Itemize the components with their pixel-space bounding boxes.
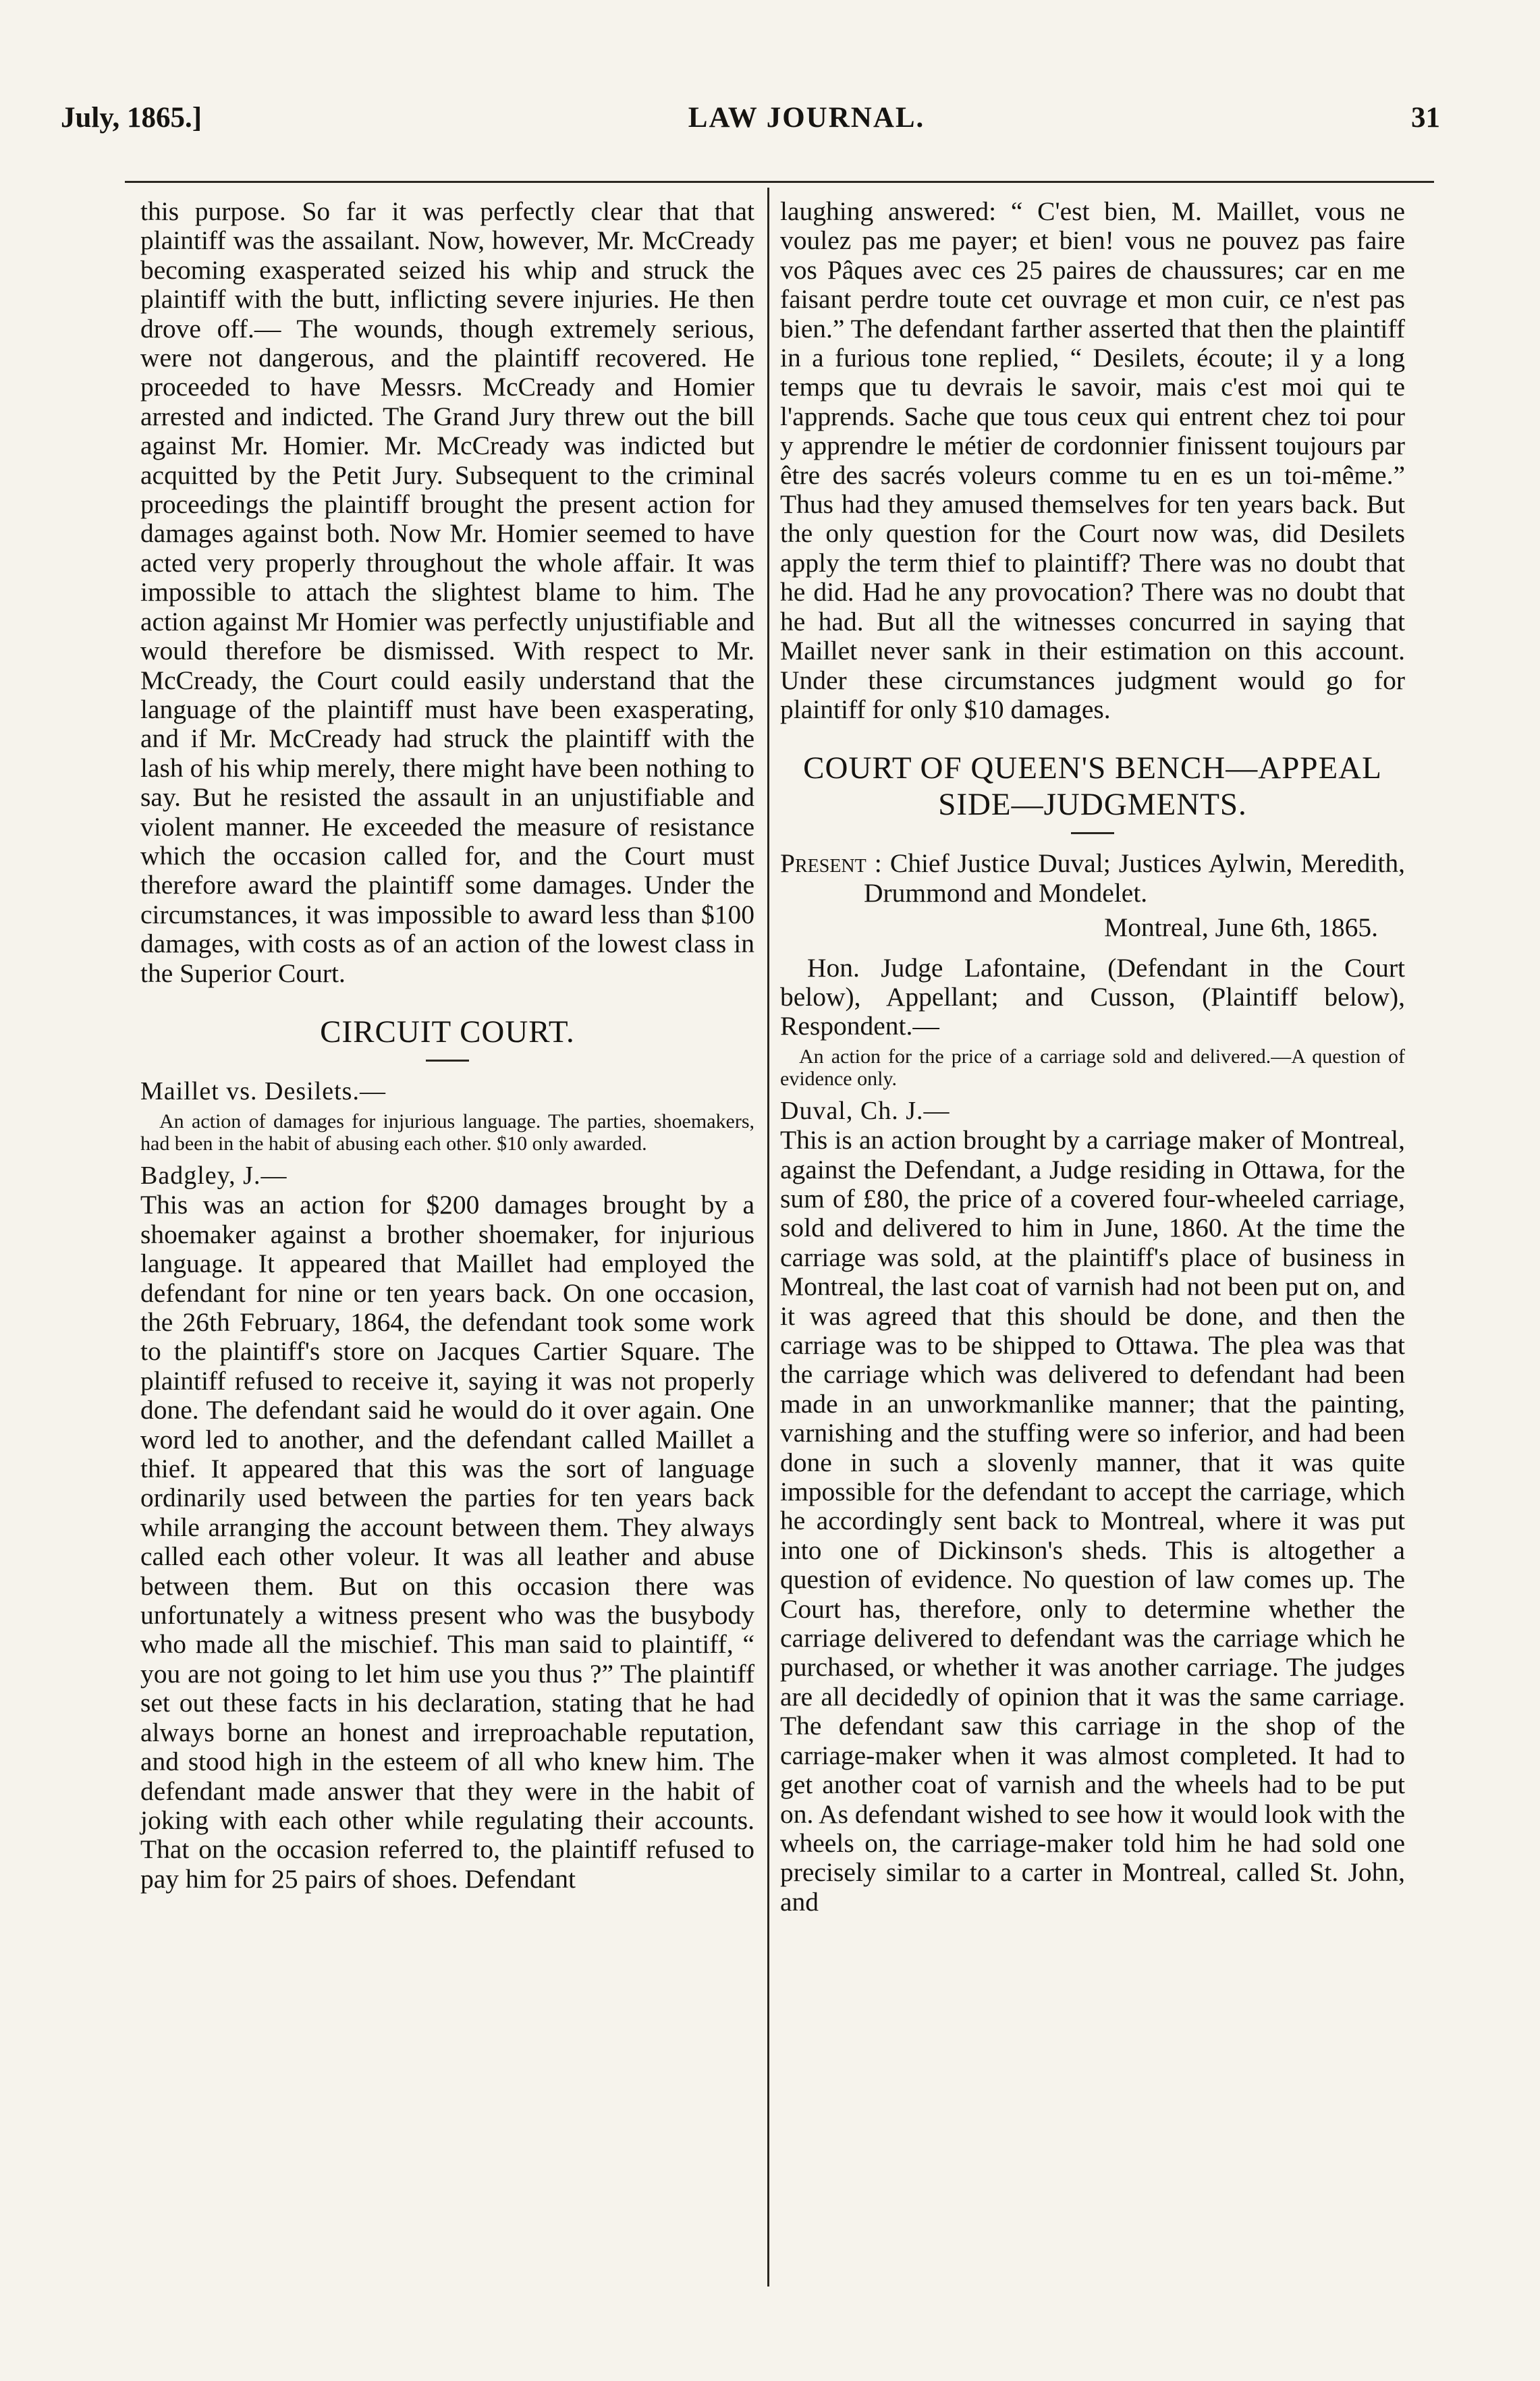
journal-title: LAW JOURNAL. [688, 102, 925, 134]
right-opening-paragraph: laughing answered: “ C'est bien, M. Maillet, vous ne voulez pas me payer; et bien! vous ne pouvez pas faire vos Pâques avec ces 25 paires de chaussures; car en me faisant perdre toute cet ouvrage et mon cuir, ce n'est pas bien.” The defendant farther asserted that then the plaintiff in a furious tone replied, “ Desilets, écoute; il y a long temps que tu devrais le savoir, mais c'est moi qui te l'apprends. Sache que tous ceux qui entrent chez toi pour y apprendre le métier de cordonnier finissent toujours par être des sacrés voleurs comme tu en es un toi-même.” Thus had they amused themselves for ten years back. But the only question for the Court now was, did Desilets apply the term thief to plaintiff? There was no doubt that he did. Had he any provocation? There was no doubt that he had. But all the witnesses concurred in saying that Maillet never sank in their estimation on this account. Under these circumstances judgment would go for plaintiff for only $10 damages. [780, 196, 1405, 724]
lafontaine-body: This is an action brought by a carriage maker of Montreal, against the Defendant, a Judge residing in Ottawa, for the sum of £80, the price of a covered four-wheeled carriage, sold and delivered to him in June, 1860. At the time the carriage was sold, at the plaintiff's place of business in Montreal, the last coat of varnish had not been put on, and it was agreed that this should be done, and then the carriage was to be shipped to Ottawa. The plea was that the carriage which was delivered to defendant had been made in an unworkmanlike manner; that the painting, varnishing and the stuffing were so inferior, and had been done in such a slovenly manner, that it was quite impossible for the defendant to accept the carriage, which he accordingly sent back to Montreal, where it was put into one of Dickinson's sheds. This is altogether a question of evidence. No question of law comes up. The Court has, therefore, only to determine whether the carriage delivered to defendant was the carriage which he purchased, or whether it was another carriage. The judges are all decidedly of opinion that it was the same carriage. The defendant saw this carriage in the shop of the carriage-maker when it was almost completed. It had to get another coat of varnish and the wheels had to be put on. As defendant wished to see how it would look with the wheels on, the carriage-maker told him he had sold one precisely similar to a carter in Montreal, called St. John, and [780, 1125, 1405, 1917]
present-line [780, 849, 1405, 908]
column-divider [767, 188, 769, 2287]
circuit-court-heading: CIRCUIT COURT. [320, 1014, 575, 1049]
page-number: 31 [1411, 102, 1440, 134]
page-header [61, 101, 1440, 148]
case-parties: Hon. Judge Lafontaine, (Defendant in the Court below), Appellant; and Cusson, (Plaintiff below), Respondent.— [780, 952, 1405, 1041]
left-column [140, 197, 754, 1894]
header-rule [125, 181, 1434, 183]
present-label: Present : [780, 848, 882, 879]
judge-duval: Duval, Ch. J.— [780, 1096, 950, 1125]
headnote-maillet: An action of damages for injurious language. The parties, shoemakers, had been in the habit of abusing each other. $10 only awarded. [140, 1110, 754, 1155]
dateline: Montreal, June 6th, 1865. [1104, 912, 1378, 943]
present-text: Chief Justice Duval; Justices Aylwin, Meredith, Drummond and Mondelet. [864, 848, 1405, 908]
heading-rule [1071, 832, 1114, 834]
maillet-body: This was an action for $200 damages brought by a shoemaker against a brother shoemaker, for injurious language. It appeared that Maillet had employed the defendant for nine or ten years back. On one occasion, the 26th February, 1864, the defendant took some work to the plaintiff's store on Jacques Cartier Square. The plaintiff refused to receive it, saying it was not properly done. The defendant said he would do it over again. One word led to another, and the defendant called Maillet a thief. It appeared that this was the sort of language ordinarily used between the parties for ten years back while arranging the account between them. They always called each other voleur. It was all leather and abuse between them. But on this occasion there was unfortunately a witness present who was the busybody who made all the mischief. This man said to plaintiff, “ you are not going to let him use you thus ?” The plaintiff set out these facts in his declaration, stating that he had always borne an honest and irreproachable reputation, and stood high in the esteem of all who knew him. The defendant made answer that they were in the habit of joking with each other while regulating their accounts. That on the occasion referred to, the plaintiff refused to pay him for 25 pairs of shoes. Defendant [140, 1190, 754, 1894]
header-date: July, 1865.] [61, 102, 202, 134]
heading-rule [426, 1060, 469, 1062]
right-column [780, 197, 1405, 1917]
headnote-lafontaine: An action for the price of a carriage sold and delivered.—A question of evidence only. [780, 1045, 1405, 1090]
case-title-maillet: Maillet vs. Desilets.— [140, 1076, 386, 1105]
judge-badgley: Badgley, J.— [140, 1161, 287, 1190]
left-opening-paragraph: this purpose. So far it was perfectly clear that that plaintiff was the assailant. Now, however, Mr. McCready becoming exasperated seized his whip and struck the plaintiff with the butt, inflicting severe injuries. He then drove off.— The wounds, though extremely serious, were not dangerous, and the plaintiff recovered. He proceeded to have Messrs. McCready and Homier arrested and indicted. The Grand Jury threw out the bill against Mr. Homier. Mr. McCready was indicted but acquitted by the Petit Jury. Subsequent to the criminal proceedings the plaintiff brought the present action for damages against both. Now Mr. Homier seemed to have acted very properly throughout the whole affair. It was impossible to attach the slightest blame to him. The action against Mr Homier was perfectly unjustifiable and would therefore be dismissed. With respect to Mr. McCready, the Court could easily understand that the language of the plaintiff must have been exasperating, and if Mr. McCready had struck the plaintiff with the lash of his whip merely, there might have been nothing to say. But he resisted the assault in an unjustifiable and violent manner. He exceeded the measure of resistance which the occasion called for, and the Court must therefore award the plaintiff some damages. Under the circumstances, it was impossible to award less than $100 damages, with costs as of an action of the lowest class in the Superior Court. [140, 196, 754, 988]
queens-bench-heading: COURT OF QUEEN'S BENCH—APPEAL SIDE—JUDGMENTS. [803, 750, 1382, 823]
